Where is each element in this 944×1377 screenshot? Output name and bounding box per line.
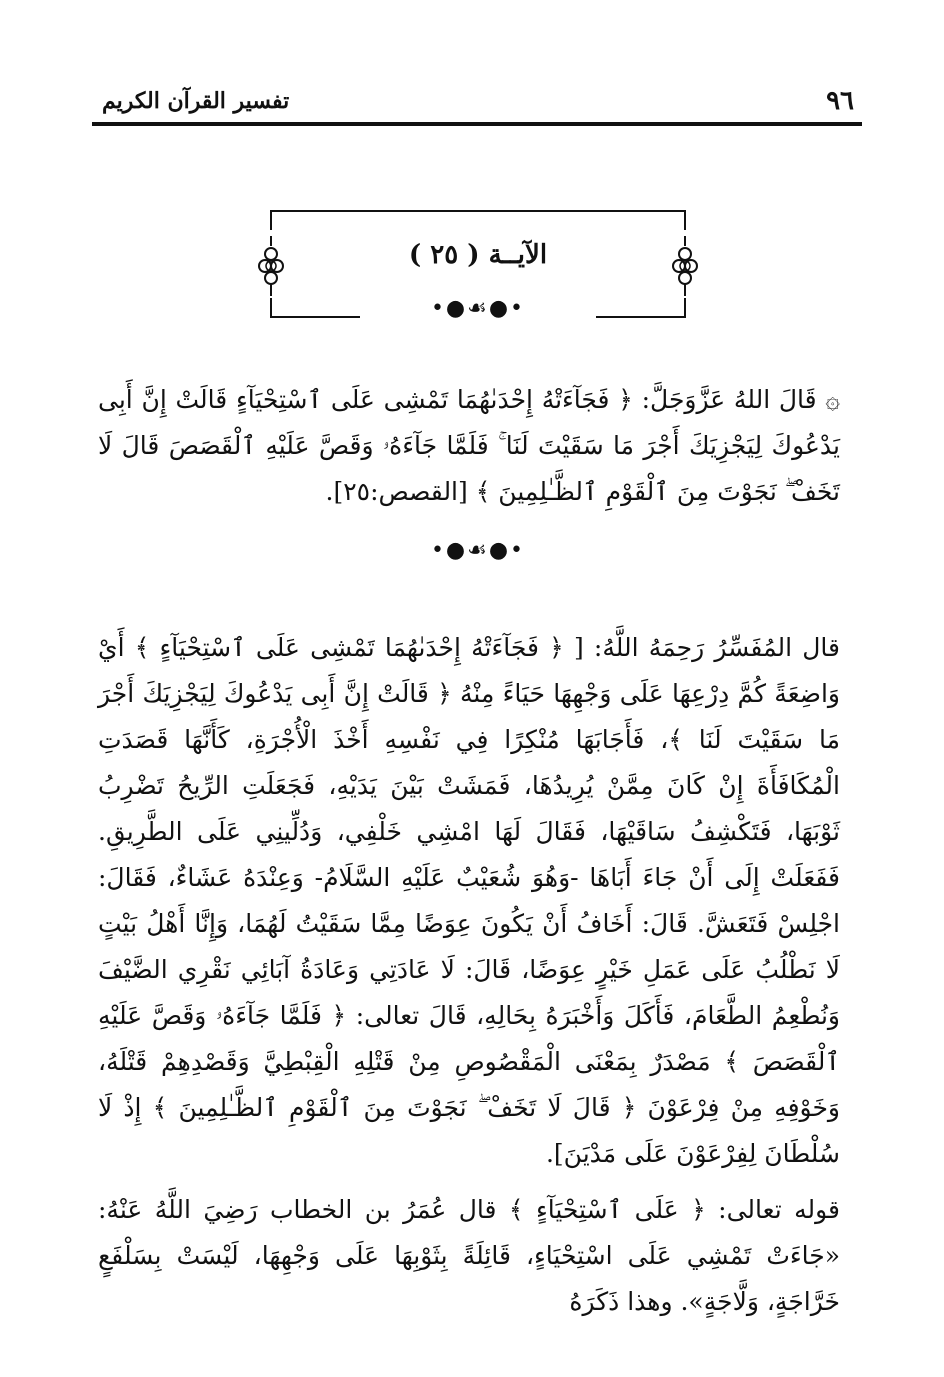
- ornamental-divider: •●☙●•: [430, 538, 526, 563]
- header-rule: [92, 122, 862, 126]
- frame-bottom-right-border: [596, 298, 686, 318]
- commentary-paragraph: قوله تعالى: ﴿ عَلَى ٱسْتِحْيَآءٍ ﴾ قال عُمَرُ بن الخطاب رَضِيَ اللَّهُ عَنْهُ: «جَاءَتْ تَمْشِي عَلَى اسْتِحْيَاءٍ، قَائِلَةً بِثَوْبِهَا عَلَى وَجْهِهَا، لَيْسَتْ بِسَلْفَعٍ خَرَّاجَةٍ، وَلَّاجَةٍ». وهذا ذَكَرَهُ: [98, 1195, 840, 1316]
- book-title: تفسير القرآن الكريم: [102, 88, 290, 114]
- tafsir-paragraph: قال المُفَسِّرُ رَحِمَهُ اللَّهُ: [ ﴿ فَجَآءَتْهُ إِحْدَىٰهُمَا تَمْشِى عَلَى ٱسْتِحْيَآءٍ ﴾ أَيْ وَاضِعَةً كُمَّ دِرْعِهَا عَلَى وَجْهِهَا حَيَاءً مِنْهُ ﴿ قَالَتْ إِنَّ أَبِى يَدْعُوكَ لِيَجْزِيَكَ أَجْرَ مَا سَقَيْتَ لَنَا ﴾، فَأَجَابَهَا مُنْكِرًا فِي نَفْسِهِ أَخْذَ الْأُجْرَةِ، كَأَنَّهَا قَصَدَتِ الْمُكَافَأَةَ إِنْ كَانَ مِمَّنْ يُرِيدُهَا، فَمَشَتْ بَيْنَ يَدَيْهِ، فَجَعَلَتِ الرِّيحُ تَضْرِبُ ثَوْبَهَا، فَتَكْشِفُ سَاقَيْهَا، فَقَالَ لَهَا امْشِي خَلْفِي، وَدُلِّينِي عَلَى الطَّرِيقِ. فَفَعَلَتْ إِلَى أَنْ جَاءَ أَبَاهَا -وَهُوَ شُعَيْبٌ عَلَيْهِ السَّلَامُ- وَعِنْدَهُ عَشَاءٌ، فَقَالَ: اجْلِسْ فَتَعَشَّ. قَالَ: أَخَافُ أَنْ يَكُونَ عِوَضًا مِمَّا سَقَيْتُ لَهُمَا، وَإِنَّا أَهْلُ بَيْتٍ لَا نَطْلُبُ عَلَى عَمَلِ خَيْرٍ عِوَضًا، قَالَ: لَا عَادَتِي وَعَادَةُ آبَائِي نَقْرِي الضَّيْفَ وَنُطْعِمُ الطَّعَامَ، فَأَكَلَ وَأَخْبَرَهُ بِحَالِهِ، قَالَ تعالى: ﴿ فَلَمَّا جَآءَهُۥ وَقَصَّ عَلَيْهِ ٱلْقَصَصَ ﴾ مَصْدَرٌ بِمَعْنَى الْمَقْصُوصِ مِنْ قَتْلِهِ الْقِبْطِيَّ وَقَصْدِهِمْ قَتْلَهُ، وَخَوْفِهِ مِنْ فِرْعَوْنَ ﴿ قَالَ لَا تَخَفْ ۖ نَجَوْتَ مِنَ ٱلْقَوْمِ ٱلظَّـٰلِمِينَ ﴾ إِذْ لَا سُلْطَانَ لِفِرْعَوْنَ عَلَى مَدْيَنَ].: [98, 633, 840, 1168]
- frame-top-border: [270, 210, 686, 230]
- ornamental-divider: •●☙●•: [430, 296, 526, 321]
- quran-verse-paragraph: ۞ قَالَ اللهُ عَزَّوَجَلَّ: ﴿ فَجَآءَتْهُ إِحْدَىٰهُمَا تَمْشِى عَلَى ٱسْتِحْيَآءٍ قَالَتْ إِنَّ أَبِى يَدْعُوكَ لِيَجْزِيَكَ أَجْرَ مَا سَقَيْتَ لَنَا ۚ فَلَمَّا جَآءَهُۥ وَقَصَّ عَلَيْهِ ٱلْقَصَصَ قَالَ لَا تَخَفْ ۖ نَجَوْتَ مِنَ ٱلْقَوْمِ ٱلظَّـٰلِمِينَ ﴾ [القصص:٢٥].: [98, 385, 840, 506]
- verse-heading: الآيــة ( ٢٥ ): [408, 240, 548, 270]
- page-number: ٩٦: [826, 86, 854, 116]
- running-header: [92, 84, 862, 126]
- frame-bottom-left-border: [270, 298, 360, 318]
